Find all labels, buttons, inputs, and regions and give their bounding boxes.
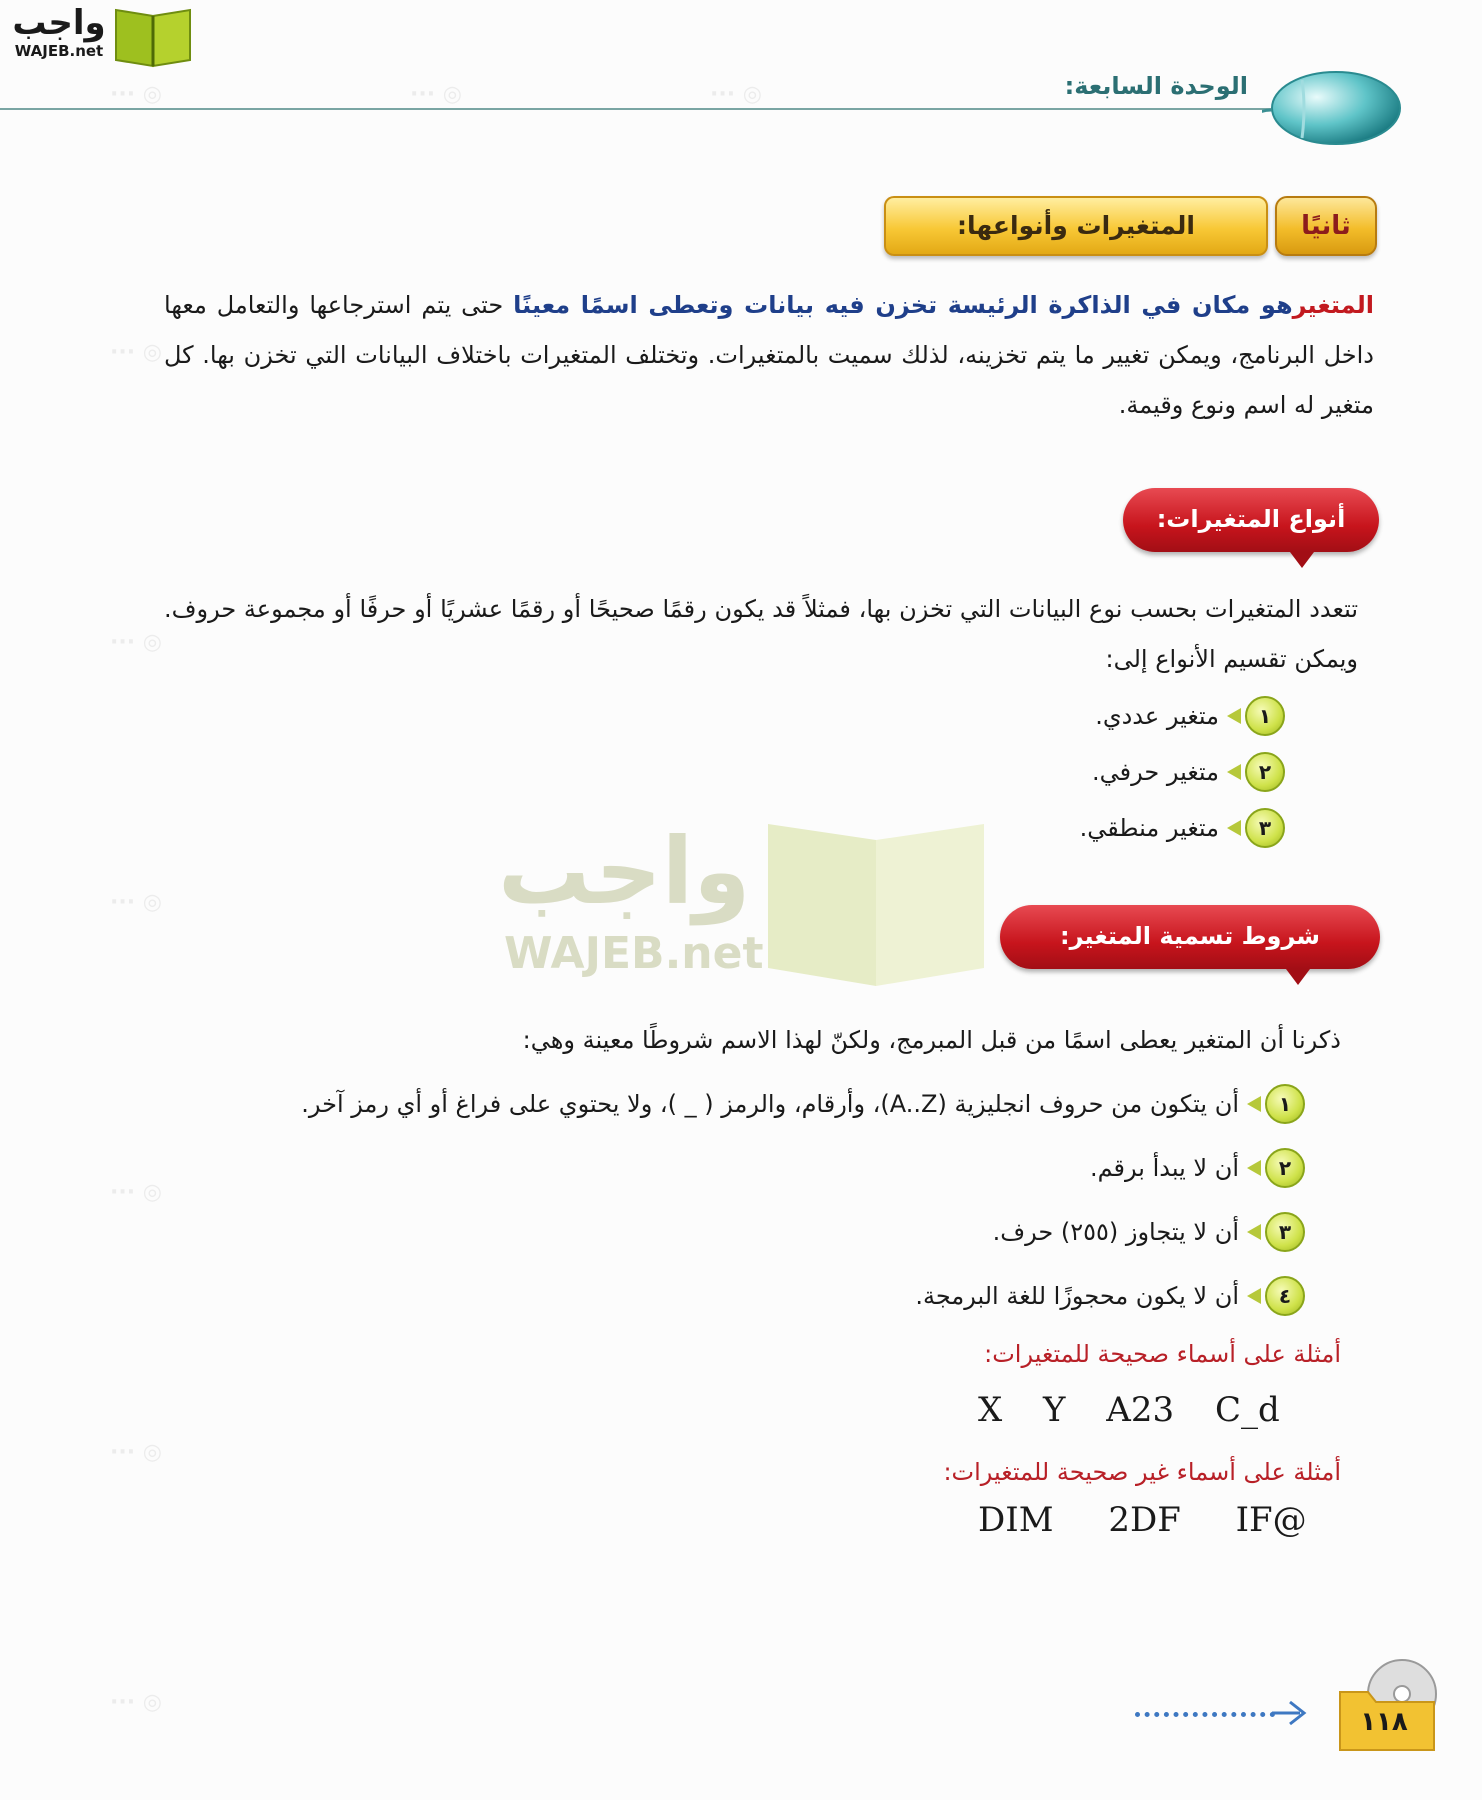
list-item-text: أن لا يكون محجوزًا للغة البرمجة. — [915, 1282, 1239, 1310]
list-item — [1090, 1146, 1305, 1190]
background-watermark: ◎ ··· — [110, 1440, 162, 1465]
background-watermark: ◎ ··· — [110, 630, 162, 655]
example-name: Y — [1043, 1390, 1066, 1430]
logo-latin: WAJEB.net — [14, 42, 104, 60]
number-bullet: ٢ — [1245, 752, 1285, 792]
list-item-text: متغير منطقي. — [1079, 814, 1219, 842]
number-bullet: ٣ — [1265, 1212, 1305, 1252]
invalid-examples — [978, 1500, 1307, 1540]
logo-arabic: واجب — [12, 3, 106, 43]
background-watermark: ◎ ··· — [110, 82, 162, 107]
list-item — [1092, 750, 1285, 794]
example-name: A23 — [1106, 1390, 1175, 1430]
naming-heading: شروط تسمية المتغير: — [1000, 905, 1380, 969]
arrow-icon — [1227, 820, 1241, 836]
background-watermark: ◎ ··· — [110, 1180, 162, 1205]
list-item — [993, 1210, 1305, 1254]
folder-cd-icon — [1338, 1658, 1442, 1754]
section-number: ثانيًا — [1275, 196, 1377, 256]
list-item-text: أن يتكون من حروف انجليزية (A..Z)، وأرقام، والرمز ( _ )، ولا يحتوي على فراغ أو أي رمز آخر. — [301, 1090, 1239, 1118]
arrow-icon — [1247, 1160, 1261, 1176]
background-watermark: ◎ ··· — [110, 1690, 162, 1715]
list-item-text: متغير عددي. — [1095, 702, 1219, 730]
example-name: IF@ — [1235, 1500, 1307, 1540]
example-name: X — [978, 1390, 1003, 1430]
list-item — [915, 1274, 1305, 1318]
naming-intro: ذكرنا أن المتغير يعطى اسمًا من قبل المبرمج، ولكنّ لهذا الاسم شروطًا معينة وهي: — [522, 1026, 1341, 1054]
heading-pointer — [1290, 552, 1314, 568]
number-bullet: ١ — [1245, 696, 1285, 736]
header-rule — [0, 108, 1290, 110]
unit-title: الوحدة السابعة: — [1064, 72, 1248, 100]
background-watermark: ◎ ··· — [110, 340, 162, 365]
valid-examples-label: أمثلة على أسماء صحيحة للمتغيرات: — [984, 1340, 1341, 1368]
number-bullet: ١ — [1265, 1084, 1305, 1124]
list-item — [1095, 694, 1285, 738]
arrow-icon — [1247, 1224, 1261, 1240]
watermark-arabic: واجب — [498, 818, 751, 925]
arrow-right-icon — [1270, 1698, 1314, 1728]
intro-paragraph — [164, 280, 1374, 430]
watermark-latin: WAJEB.net — [504, 928, 764, 979]
arrow-icon — [1247, 1288, 1261, 1304]
page-number: ١١٨ — [1360, 1707, 1408, 1737]
section-header — [884, 196, 1377, 258]
example-name: C_d — [1214, 1390, 1280, 1430]
background-watermark: ◎ ··· — [410, 82, 462, 107]
heading-pointer — [1286, 969, 1310, 985]
variable-definition: هو مكان في الذاكرة الرئيسة تخزن فيه بيانات وتعطى اسمًا معينًا — [513, 291, 1293, 319]
list-item-text: أن لا يبدأ برقم. — [1089, 1154, 1239, 1182]
list-item-text: أن لا يتجاوز (٢٥٥) حرف. — [992, 1218, 1239, 1246]
list-item — [1080, 806, 1285, 850]
arrow-icon — [1247, 1096, 1261, 1112]
intro-rest: حتى يتم استرجاعها والتعامل معها داخل البرنامج، ويمكن تغيير ما يتم تخزينه، لذلك سميت بالمتغيرات. وتختلف المتغيرات باختلاف البيانات التي تخزن بها. كل متغير له اسم ونوع وقيمة. — [164, 291, 1374, 419]
invalid-examples-label: أمثلة على أسماء غير صحيحة للمتغيرات: — [943, 1458, 1341, 1486]
number-bullet: ٢ — [1265, 1148, 1305, 1188]
site-logo[interactable] — [10, 4, 190, 70]
term-variable: المتغير — [1292, 291, 1374, 319]
arrow-icon — [1227, 764, 1241, 780]
example-name: 2DF — [1108, 1500, 1181, 1540]
background-watermark: ◎ ··· — [710, 82, 762, 107]
number-bullet: ٤ — [1265, 1276, 1305, 1316]
example-name: DIM — [978, 1500, 1054, 1540]
center-watermark — [488, 818, 998, 988]
logo-text — [10, 4, 108, 60]
types-paragraph: تتعدد المتغيرات بحسب نوع البيانات التي تخزن بها، فمثلاً قد يكون رقمًا صحيحًا أو رقمًا عشريًا أو حرفًا أو مجموعة حروف. ويمكن تقسيم الأنواع إلى: — [164, 595, 1358, 673]
number-bullet: ٣ — [1245, 808, 1285, 848]
arrow-icon — [1227, 708, 1241, 724]
watermark-book-icon — [764, 818, 988, 988]
footer-dotted-line — [1135, 1712, 1275, 1717]
mouse-icon — [1262, 66, 1402, 148]
background-watermark: ◎ ··· — [110, 890, 162, 915]
list-item — [301, 1082, 1305, 1126]
book-icon — [112, 6, 194, 68]
valid-examples — [978, 1390, 1280, 1430]
list-item-text: متغير حرفي. — [1092, 758, 1219, 786]
section-title: المتغيرات وأنواعها: — [884, 196, 1268, 256]
types-heading: أنواع المتغيرات: — [1123, 488, 1379, 552]
